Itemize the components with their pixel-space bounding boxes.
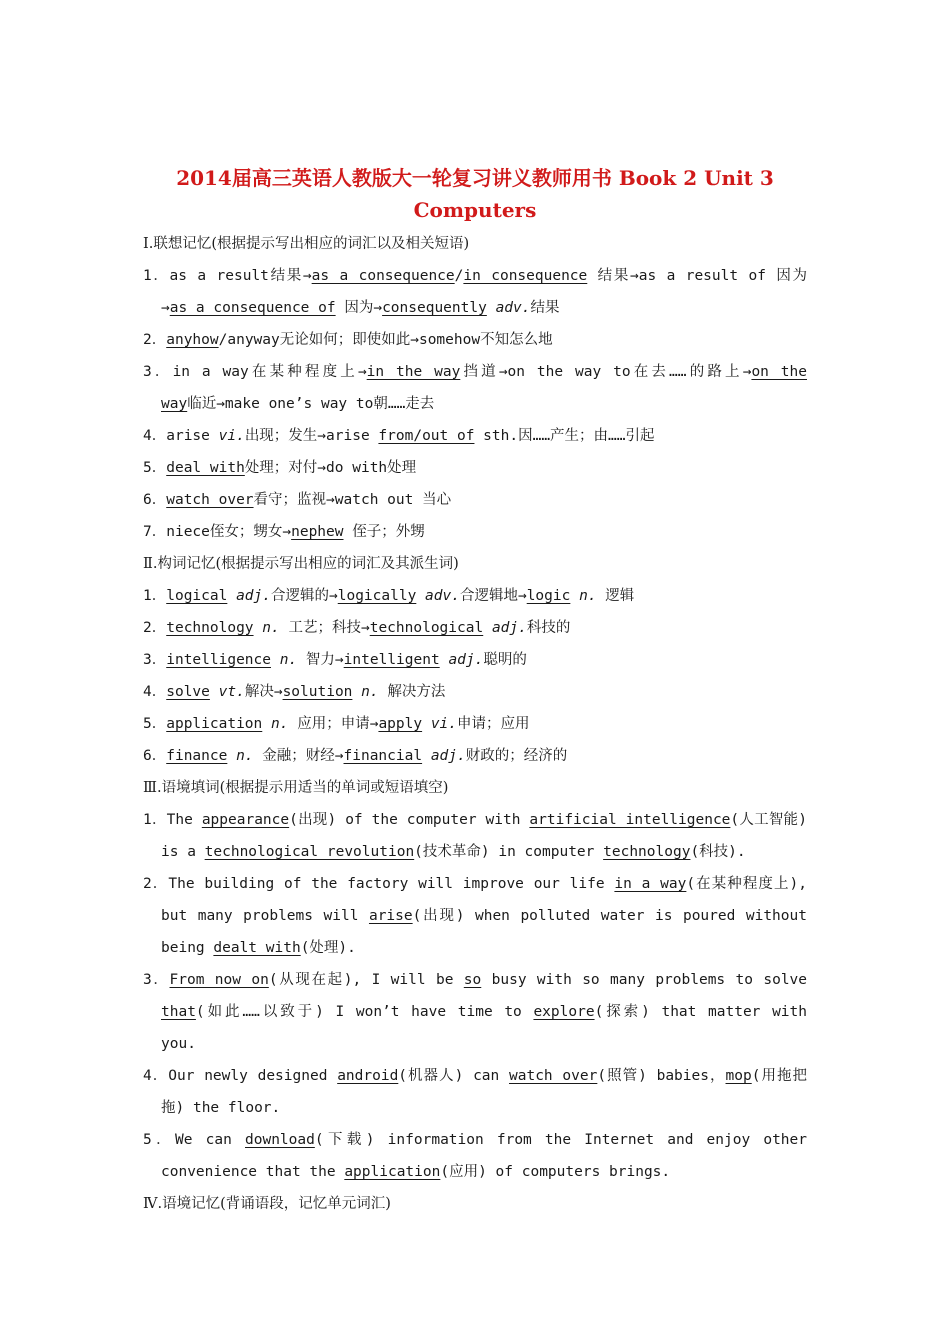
text-span: 侄子；外甥: [343, 524, 425, 540]
text-span: 解决→: [244, 684, 283, 700]
text-line: [143, 932, 807, 964]
part-of-speech: adj.: [236, 588, 271, 604]
answer-blank: anyhow: [166, 332, 219, 348]
text-span: 出现；发生→arise: [244, 428, 379, 444]
answer-blank: From now on: [169, 972, 269, 988]
text-span: 5．We can: [143, 1132, 245, 1148]
part-of-speech: n.: [361, 684, 379, 700]
answer-blank: intelligent: [343, 652, 440, 668]
text-span: (处理).: [300, 940, 356, 956]
part-of-speech: n.: [262, 620, 280, 636]
answer-blank: technology: [166, 620, 254, 636]
title-line-2: Computers: [413, 198, 537, 222]
answer-blank: arise: [368, 908, 413, 924]
answer-blank: download: [245, 1132, 315, 1148]
answer-blank: that: [161, 1004, 196, 1020]
text-span: (科技).: [690, 844, 746, 860]
text-span: Ⅳ.语境记忆(背诵语段，记忆单元词汇): [143, 1196, 391, 1212]
text-span: (出现) when polluted water is poured without: [412, 908, 807, 924]
text-line: [143, 868, 807, 900]
part-of-speech: n.: [236, 748, 254, 764]
text-span: (下载) information from the Internet and enjoy other: [314, 1132, 807, 1148]
text-span: 3．in a way在某种程度上→: [143, 364, 367, 380]
answer-blank: way: [161, 396, 188, 412]
text-span: 6．: [143, 748, 167, 764]
text-span: [570, 588, 579, 604]
text-span: 5．: [143, 716, 167, 732]
answer-blank: logic: [526, 588, 571, 604]
text-span: 2．: [143, 620, 167, 636]
text-span: (探索) that matter with: [594, 1004, 807, 1020]
text-line: [143, 708, 807, 740]
document-body: [143, 228, 807, 1220]
text-line: [143, 644, 807, 676]
part-of-speech: adj.: [448, 652, 484, 668]
text-span: →: [161, 300, 170, 316]
document-title: [140, 162, 810, 226]
answer-blank: financial: [343, 748, 423, 764]
text-span: /anyway无论如何；即使如此→somehow不知怎么地: [218, 332, 553, 348]
text-line: [143, 580, 807, 612]
text-span: [483, 620, 492, 636]
text-span: 1．as a result结果→: [143, 268, 312, 284]
section-heading: [143, 772, 807, 804]
part-of-speech: vt.: [218, 684, 245, 700]
text-span: Ⅰ.联想记忆(根据提示写出相应的词汇以及相关短语): [143, 236, 470, 252]
answer-blank: mop: [725, 1068, 752, 1084]
answer-blank: as a consequence of: [169, 300, 336, 316]
text-span: 结果: [530, 300, 560, 316]
text-span: (用拖把: [751, 1068, 807, 1084]
answer-blank: in the way: [366, 364, 461, 380]
text-span: 结果→as a result of 因为: [587, 268, 807, 284]
text-span: 4．: [143, 684, 167, 700]
answer-blank: nephew: [291, 524, 344, 540]
answer-blank: as a consequence: [311, 268, 455, 284]
text-line: [143, 612, 807, 644]
answer-blank: deal with: [166, 460, 245, 476]
section-heading: [143, 228, 807, 260]
part-of-speech: n.: [279, 652, 298, 668]
text-span: 6．: [143, 492, 167, 508]
title-line-1: 2014届高三英语人教版大一轮复习讲义教师用书 Book 2 Unit 3: [176, 166, 774, 190]
text-span: [227, 748, 236, 764]
text-span: is a: [161, 844, 205, 860]
answer-blank: appearance: [201, 812, 290, 828]
text-line: [143, 676, 807, 708]
text-span: 工艺；科技→: [279, 620, 370, 636]
text-line: [143, 484, 807, 516]
text-span: [254, 620, 263, 636]
part-of-speech: n.: [271, 716, 289, 732]
text-span: but many problems will: [161, 908, 369, 924]
text-span: convenience that the: [161, 1164, 345, 1180]
answer-blank: artificial intelligence: [529, 812, 731, 828]
text-line: [143, 740, 807, 772]
text-span: [271, 652, 280, 668]
text-span: 拖) the floor.: [161, 1100, 281, 1116]
text-span: 财政的；经济的: [465, 748, 568, 764]
text-span: 5．: [143, 460, 167, 476]
section-heading: [143, 548, 807, 580]
text-span: 应用；申请→: [288, 716, 379, 732]
part-of-speech: adv.: [495, 300, 531, 316]
text-span: 7．niece侄女；甥女→: [143, 524, 292, 540]
text-span: 逻辑: [596, 588, 635, 604]
answer-blank: dealt with: [213, 940, 301, 956]
answer-blank: technological: [369, 620, 484, 636]
answer-blank: in consequence: [463, 268, 588, 284]
text-span: 合逻辑的→: [271, 588, 338, 604]
text-span: (照管) babies，: [597, 1068, 726, 1084]
text-span: 因为→: [335, 300, 383, 316]
part-of-speech: vi.: [430, 716, 458, 732]
text-span: Ⅱ.构词记忆(根据提示写出相应的词汇及其派生词): [143, 556, 459, 572]
text-span: [422, 748, 431, 764]
text-line: [143, 1124, 807, 1156]
text-line: [143, 996, 807, 1028]
answer-blank: solution: [282, 684, 353, 700]
text-span: 聪明的: [483, 652, 527, 668]
part-of-speech: n.: [579, 588, 597, 604]
section-heading: [143, 1188, 807, 1220]
text-span: sth.因……产生；由……引起: [474, 428, 655, 444]
text-span: 科技的: [526, 620, 571, 636]
text-line: [143, 420, 807, 452]
answer-blank: technology: [603, 844, 691, 860]
text-span: (出现) of the computer with: [289, 812, 530, 828]
answer-blank: so: [463, 972, 482, 988]
text-span: [262, 716, 271, 732]
text-span: Ⅲ.语境填词(根据提示用适当的单词或短语填空): [143, 780, 449, 796]
text-line: [143, 964, 807, 996]
text-span: 1．: [143, 588, 167, 604]
text-line: [143, 260, 807, 292]
answer-blank: on the: [751, 364, 807, 380]
text-line: [143, 388, 807, 420]
answer-blank: from/out of: [378, 428, 475, 444]
text-line: [143, 324, 807, 356]
text-line: [143, 1156, 807, 1188]
text-span: [487, 300, 496, 316]
answer-blank: intelligence: [166, 652, 271, 668]
text-span: being: [161, 940, 214, 956]
text-span: (技术革命) in computer: [414, 844, 604, 860]
text-span: (如此……以致于) I won’t have time to: [195, 1004, 534, 1020]
text-span: 2．The building of the factory will improve our life: [143, 876, 615, 892]
text-line: [143, 292, 807, 324]
answer-blank: technological revolution: [204, 844, 415, 860]
text-line: [143, 804, 807, 836]
answer-blank: finance: [166, 748, 228, 764]
answer-blank: watch over: [509, 1068, 598, 1084]
text-line: [143, 900, 807, 932]
text-span: [227, 588, 236, 604]
text-span: 解决方法: [378, 684, 446, 700]
text-span: 4．Our newly designed: [143, 1068, 338, 1084]
text-span: [352, 684, 361, 700]
part-of-speech: adj.: [491, 620, 527, 636]
text-span: 1．The: [143, 812, 202, 828]
text-span: [210, 684, 219, 700]
text-span: (应用) of computers brings.: [440, 1164, 671, 1180]
text-span: (机器人) can: [398, 1068, 510, 1084]
part-of-speech: adj.: [430, 748, 466, 764]
text-span: [416, 588, 425, 604]
answer-blank: application: [166, 716, 263, 732]
text-span: busy with so many problems to solve: [481, 972, 807, 988]
answer-blank: logically: [337, 588, 417, 604]
text-span: 2．: [143, 332, 167, 348]
text-line: [143, 1092, 807, 1124]
part-of-speech: vi.: [218, 428, 245, 444]
text-line: [143, 516, 807, 548]
part-of-speech: adv.: [425, 588, 460, 604]
text-span: 临近→make one’s way to朝……走去: [187, 396, 435, 412]
text-span: 3．: [143, 652, 167, 668]
text-span: you.: [161, 1036, 196, 1052]
text-line: [143, 836, 807, 868]
text-span: (在某种程度上),: [686, 876, 807, 892]
text-span: 4．arise: [143, 428, 219, 444]
answer-blank: watch over: [166, 492, 254, 508]
text-span: (从现在起), I will be: [268, 972, 464, 988]
answer-blank: logical: [166, 588, 228, 604]
answer-blank: apply: [378, 716, 423, 732]
text-span: [422, 716, 431, 732]
text-span: 处理；对付→do with处理: [244, 460, 417, 476]
text-span: 申请；应用: [457, 716, 530, 732]
answer-blank: in a way: [614, 876, 687, 892]
text-span: (人工智能): [730, 812, 807, 828]
answer-blank: solve: [166, 684, 210, 700]
text-span: 看守；监视→watch out 当心: [253, 492, 452, 508]
text-span: 3．: [143, 972, 170, 988]
text-line: [143, 452, 807, 484]
answer-blank: application: [344, 1164, 441, 1180]
text-span: /: [454, 268, 464, 284]
text-span: 智力→: [297, 652, 344, 668]
text-span: 挡道→on the way to在去……的路上→: [460, 364, 752, 380]
answer-blank: android: [337, 1068, 399, 1084]
text-line: [143, 356, 807, 388]
text-span: 合逻辑地→: [459, 588, 527, 604]
text-span: 金融；财经→: [253, 748, 344, 764]
text-line: [143, 1060, 807, 1092]
answer-blank: explore: [533, 1004, 595, 1020]
text-line: [143, 1028, 807, 1060]
answer-blank: consequently: [382, 300, 487, 316]
